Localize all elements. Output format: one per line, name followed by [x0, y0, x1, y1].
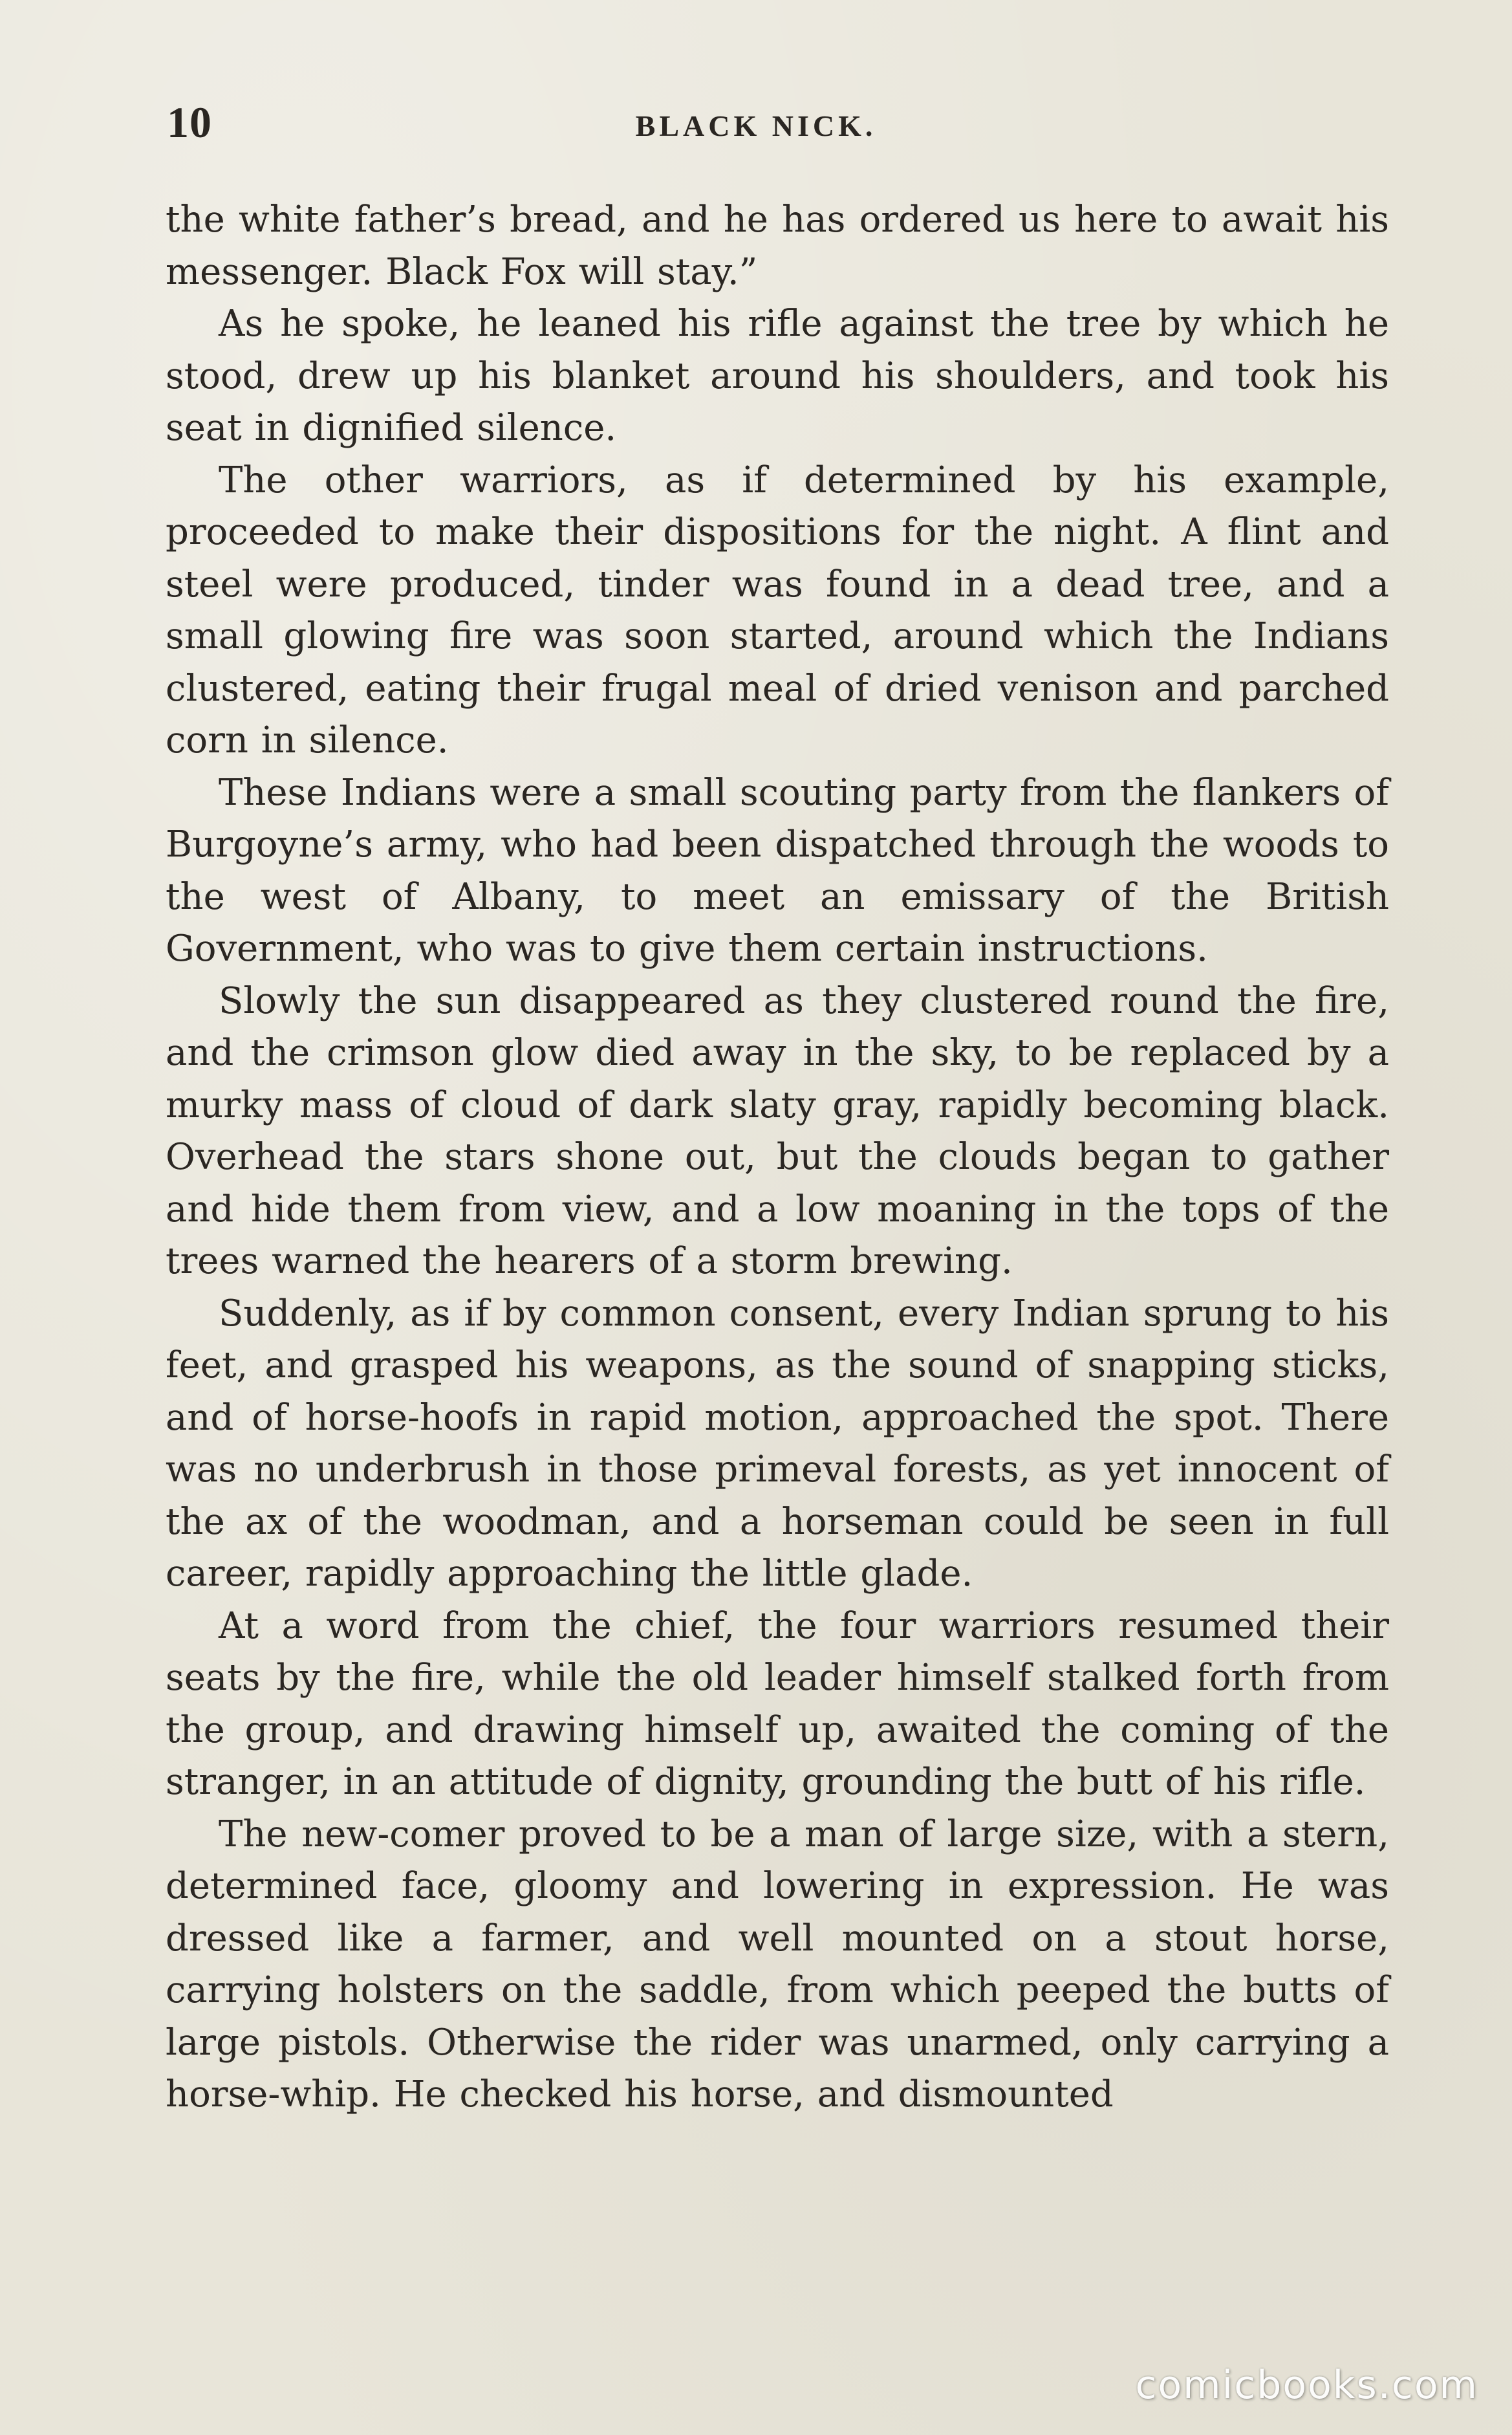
page-number: 10 — [167, 98, 212, 147]
site-watermark: comicbooks.com — [1135, 2363, 1478, 2408]
paragraph-4: These Indians were a small scouting party from the flankers of Burgoyne’s army, who had been dispatched through the woods to the west of Albany, to meet an emissary of the British Government, who was to give them certain instructions. — [166, 771, 1389, 970]
paragraph-3: The other warriors, as if determined by his example, proceeded to make their dispositions for the night. A flint and steel were produced, tinder was found in a dead tree, and a small glowing fire was soon started, around which the Indians clustered, eating their frugal meal of dried venison and parched corn in silence. — [166, 459, 1389, 761]
paragraph-6: Suddenly, as if by common consent, every Indian sprung to his feet, and grasped his weapons, as the sound of snapping sticks, and of horse-hoofs in rapid motion, approached the spot. There was no underbrush in those primeval forests, as yet innocent of the ax of the woodman, and a horseman could be seen in full career, rapidly approaching the little glade. — [166, 1292, 1389, 1595]
paragraph-8: The new-comer proved to be a man of large size, with a stern, determined face, gloomy and lowering in expression. He was dressed like a farmer, and well mounted on a stout horse, carrying holsters on the saddle, from which peeped the butts of large pistols. Otherwise the rider was unarmed, only carrying a horse-whip. He checked his horse, and dismounted — [166, 1813, 1389, 2115]
body-text — [166, 194, 1389, 2121]
paragraph-7: At a word from the chief, the four warriors resumed their seats by the fire, while the old leader himself stalked forth from the group, and drawing himself up, awaited the coming of the stranger, in an attitude of dignity, grounding the butt of his rifle. — [166, 1604, 1389, 1803]
running-head-title: BLACK NICK. — [635, 109, 877, 142]
paragraph-2: As he spoke, he leaned his rifle against the tree by which he stood, drew up his blanket around his shoulders, and took his seat in dignified silence. — [166, 303, 1389, 449]
paragraph-1: the white father’s bread, and he has ordered us here to await his messenger. Black Fox will stay.” — [166, 199, 1389, 293]
paragraph-5: Slowly the sun disappeared as they clustered round the fire, and the crimson glow died away in the sky, to be replaced by a murky mass of cloud of dark slaty gray, rapidly becoming black. Overhead the stars shone out, but the clouds began to gather and hide them from view, and a low moaning in the tops of the trees warned the hearers of a storm brewing. — [166, 979, 1389, 1282]
